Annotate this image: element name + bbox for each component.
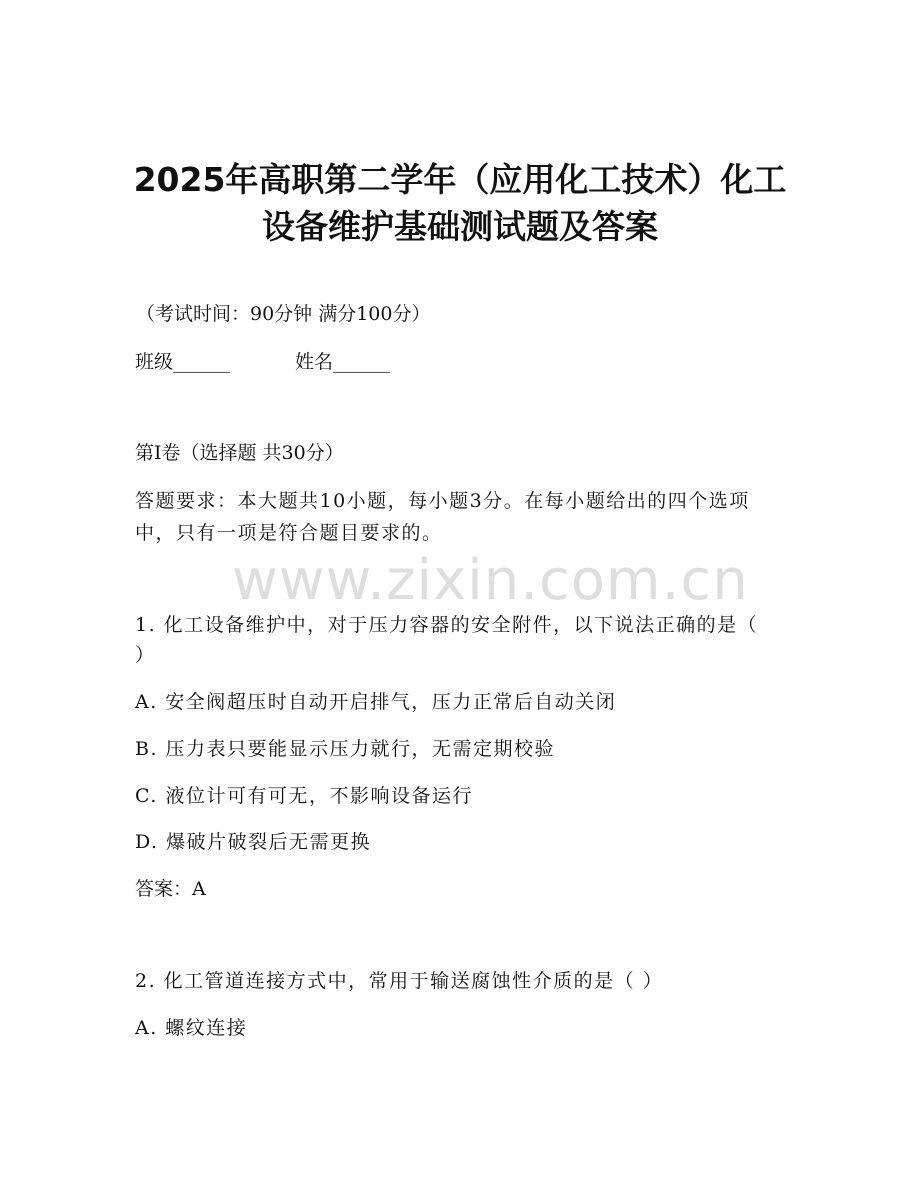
question-1-option-c: C. 液位计可有可无，不影响设备运行 <box>135 785 473 807</box>
question-1-stem-line-2: ） <box>135 644 155 666</box>
document-title-line-2: 设备维护基础测试题及答案 <box>262 207 658 246</box>
watermark: www.zixin.com.cn <box>232 548 749 613</box>
question-2-option-a: A. 螺纹连接 <box>135 1017 248 1039</box>
instructions-line-2: 中，只有一项是符合题目要求的。 <box>135 522 443 544</box>
name-field-label: 姓名______ <box>295 351 391 373</box>
question-1-option-a: A. 安全阀超压时自动开启排气，压力正常后自动关闭 <box>135 691 617 713</box>
question-1-option-d: D. 爆破片破裂后无需更换 <box>135 831 372 853</box>
question-1-answer: 答案：A <box>135 878 206 900</box>
question-1-option-b: B. 压力表只要能显示压力就行，无需定期校验 <box>135 738 556 760</box>
class-field-label: 班级______ <box>135 351 231 373</box>
section-heading: 第I卷（选择题 共30分） <box>135 442 344 464</box>
question-2-stem-line-1: 2. 化工管道连接方式中，常用于输送腐蚀性介质的是（ ） <box>135 970 664 992</box>
document-title-line-1: 2025年高职第二学年（应用化工技术）化工 <box>133 160 787 199</box>
question-1-stem-line-1: 1. 化工设备维护中，对于压力容器的安全附件，以下说法正确的是（ <box>135 614 759 636</box>
instructions-line-1: 答题要求：本大题共10小题，每小题3分。在每小题给出的四个选项 <box>135 490 750 512</box>
exam-info: （考试时间：90分钟 满分100分） <box>136 303 431 325</box>
